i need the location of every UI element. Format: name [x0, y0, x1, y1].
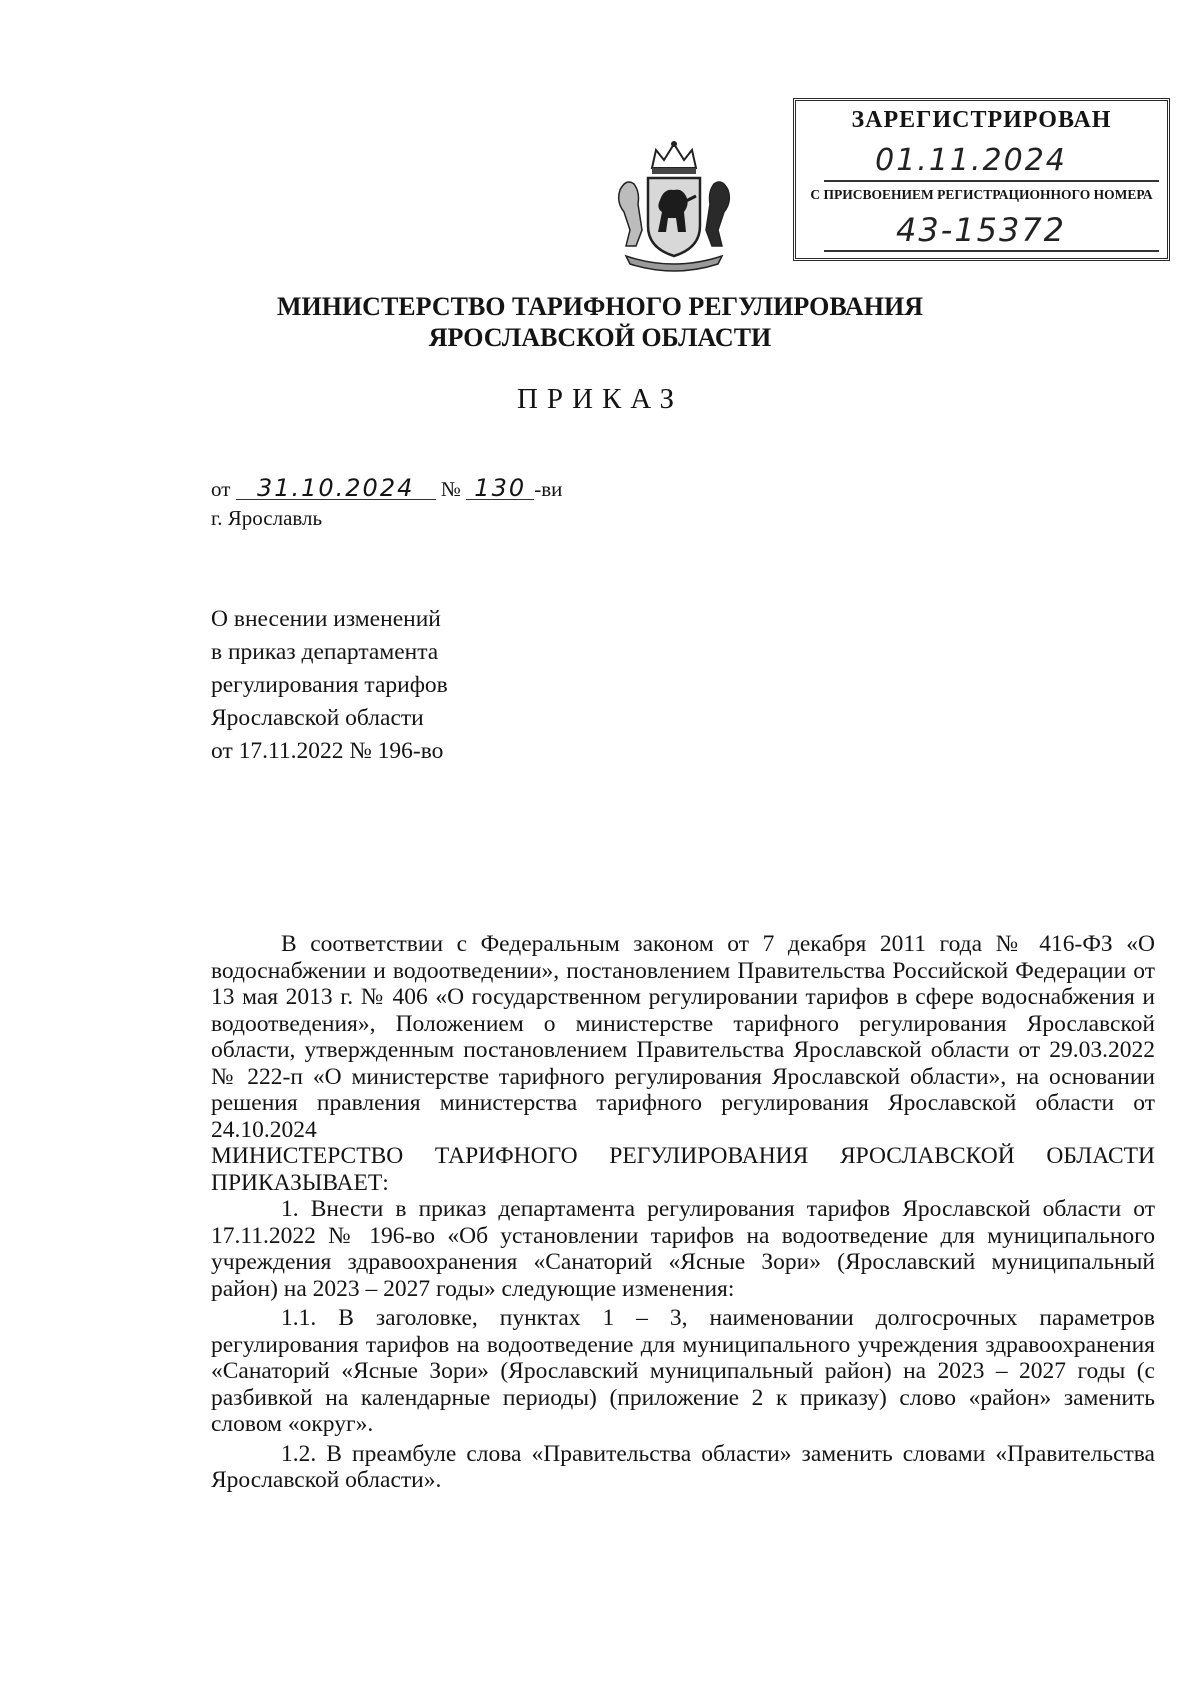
registration-stamp: [793, 98, 1170, 261]
ministry-name-line-2: ЯРОСЛАВСКОЙ ОБЛАСТИ: [428, 323, 772, 352]
number-label: №: [440, 477, 461, 501]
yaroslavl-coat-of-arms-icon: [612, 138, 736, 272]
item-1-2-paragraph: 1.2. В преамбуле слова «Правительства области» заменить словами «Правительства Ярославской области».: [211, 1440, 1155, 1493]
order-number-suffix: -ви: [534, 477, 563, 501]
order-body: [211, 931, 1155, 1494]
subject-line: в приказ департамента: [211, 639, 439, 665]
stamp-handwritten-date: 01.11.2024: [875, 143, 1067, 178]
stamp-handwritten-number: 43-15372: [895, 211, 1067, 249]
item-1-paragraph: 1. Внести в приказ департамента регулирования тарифов Ярославской области от 17.11.2022 № 196-во «Об установлении тарифов на водоотведение для муниципального учреждения здравоохранения «Санаторий «Ясные Зори» (Ярославский муниципальный район) на 2023 – 2027 годы» следующие изменения:: [211, 1196, 1155, 1302]
stamp-divider: [824, 180, 1159, 182]
order-date-number-line: [211, 474, 563, 502]
preamble-paragraph: В соответствии с Федеральным законом от 7 декабря 2011 года № 416-ФЗ «О водоснабжении и водоотведении», постановлением Правительства Российской Федерации от 13 мая 2013 г. № 406 «О государственном регулировании тарифов в сфере водоснабжения и водоотведения», Положением о министерстве тарифного регулирования Ярославской области, утвержденным постановлением Правительства Ярославской области от 29.03.2022 № 222-п «О министерстве тарифного регулирования Ярославской области», на основании решения правления министерства тарифного регулирования Ярославской области от 24.10.2024: [211, 931, 1155, 1143]
ministry-name-line-1: МИНИСТЕРСТВО ТАРИФНОГО РЕГУЛИРОВАНИЯ: [276, 292, 924, 321]
subject-line: Ярославской области: [211, 705, 424, 731]
city-label: г. Ярославль: [211, 506, 323, 530]
item-1-1-paragraph: 1.1. В заголовке, пунктах 1 – 3, наименовании долгосрочных параметров регулирования тарифов на водоотведение для муниципального учреждения здравоохранения «Санаторий «Ясные Зори» (Ярославский муниципальный район) на 2023 – 2027 годы (с разбивкой на календарные периоды) (приложение 2 к приказу) слово «район» заменить словом «округ».: [211, 1305, 1155, 1437]
stamp-divider: [824, 250, 1159, 252]
order-number-handwritten: 130: [466, 477, 534, 500]
order-subject: [211, 603, 448, 768]
order-date-handwritten: 31.10.2024: [236, 477, 436, 500]
subject-line: от 17.11.2022 № 196-во: [211, 738, 444, 764]
resolution-paragraph: МИНИСТЕРСТВО ТАРИФНОГО РЕГУЛИРОВАНИЯ ЯРОСЛАВСКОЙ ОБЛАСТИ ПРИКАЗЫВАЕТ:: [211, 1143, 1155, 1196]
subject-line: О внесении изменений: [211, 606, 441, 632]
stamp-caption: С ПРИСВОЕНИЕМ РЕГИСТРАЦИОННОГО НОМЕРА: [810, 187, 1153, 202]
stamp-title: ЗАРЕГИСТРИРОВАН: [851, 107, 1112, 133]
document-type-title: ПРИКАЗ: [516, 383, 684, 415]
subject-line: регулирования тарифов: [211, 672, 448, 698]
from-label: от: [211, 477, 231, 501]
